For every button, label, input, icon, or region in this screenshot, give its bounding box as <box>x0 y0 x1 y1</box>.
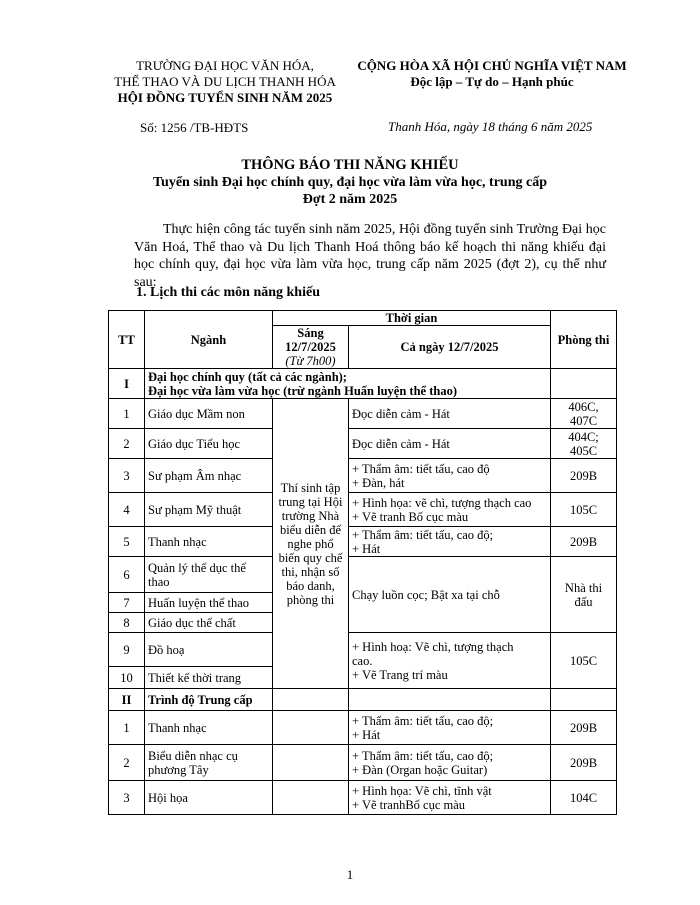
cell-mon-l3: + Vẽ Trang trí màu <box>352 667 448 682</box>
cell-phong-l2: 405C <box>569 443 598 458</box>
cell-phong-l2: đấu <box>574 594 593 609</box>
cell-nganh: Sư phạm Mỹ thuật <box>145 493 273 527</box>
group-tt: I <box>109 369 145 399</box>
cell-nganh: Thanh nhạc <box>145 527 273 557</box>
cell-mon: Chạy luồn cọc; Bật xa tại chỗ <box>349 557 551 633</box>
issuer-council: HỘI ĐỒNG TUYỂN SINH NĂM 2025 <box>117 90 333 105</box>
header-thoigian: Thời gian <box>273 311 551 326</box>
cell-nganh: Giáo dục Mầm non <box>145 399 273 429</box>
cell-phong: 209B <box>551 527 617 557</box>
header-nganh: Ngành <box>145 311 273 369</box>
cell-mon: Đọc diễn cảm - Hát <box>349 399 551 429</box>
empty-cell <box>349 689 551 711</box>
header-sang-l3: (Từ 7h00) <box>285 354 336 368</box>
cell-mon-l1: + Hình hoạ: Vẽ chì, tượng thạch <box>352 639 514 654</box>
header-tt: TT <box>109 311 145 369</box>
cell-mon: Đọc diễn cảm - Hát <box>349 429 551 459</box>
cell-nganh: Đồ hoạ <box>145 633 273 667</box>
cell-phong-l1: 404C; <box>568 429 599 444</box>
empty-cell <box>551 689 617 711</box>
issuer-line2: THỂ THAO VÀ DU LỊCH THANH HÓA <box>114 74 336 89</box>
cell-mon-l1: + Thẩm âm: tiết tấu, cao độ; <box>352 527 494 542</box>
group-title-l1: Đại học chính quy (tất cả các ngành); <box>148 369 347 384</box>
title-line3: Đợt 2 năm 2025 <box>302 192 398 207</box>
header-cangay: Cả ngày 12/7/2025 <box>349 326 551 369</box>
national-header <box>352 58 632 90</box>
cell-tt: 3 <box>109 781 145 815</box>
group-tt: II <box>109 689 145 711</box>
cell-nganh <box>145 557 273 593</box>
cell-nganh <box>145 745 273 781</box>
table-row <box>109 711 617 745</box>
cell-tt: 3 <box>109 459 145 493</box>
cell-phong: 105C <box>551 633 617 689</box>
cell-mon-l2: + Hát <box>352 727 381 742</box>
cell-nganh: Hội họa <box>145 781 273 815</box>
cell-nganh: Huấn luyện thể thao <box>145 593 273 613</box>
group-title <box>145 369 551 399</box>
empty-cell <box>273 781 349 815</box>
cell-mon-l2: + Đàn, hát <box>352 475 405 490</box>
table-row <box>109 527 617 557</box>
cell-phong: 209B <box>551 711 617 745</box>
cell-tt: 10 <box>109 667 145 689</box>
table-row <box>109 745 617 781</box>
cell-nganh: Sư phạm Âm nhạc <box>145 459 273 493</box>
intro-paragraph: Thực hiện công tác tuyển sinh năm 2025, Hội đồng tuyển sinh Trường Đại học Văn Hoá, Thể thao và Du lịch Thanh Hoá thông báo kế hoạch thi năng khiếu đại học chính quy, đại học vừa làm vừa học, trung cấp năm 2025 (đợt 2), cụ thể như sau: <box>134 222 606 290</box>
country-name: CỘNG HÒA XÃ HỘI CHỦ NGHĨA VIỆT NAM <box>357 58 627 73</box>
cell-mon-l2: cao. <box>352 653 373 668</box>
cell-phong: 104C <box>551 781 617 815</box>
cell-phong-l2: 407C <box>569 413 598 428</box>
cell-mon-l1: + Thẩm âm: tiết tấu, cao độ <box>352 461 490 476</box>
table-row <box>109 633 617 667</box>
cell-nganh-l2: phương Tây <box>148 762 209 777</box>
section-heading: 1. Lịch thi các môn năng khiếu <box>136 285 320 300</box>
header-sang-l1: Sáng <box>297 326 324 340</box>
cell-mon-l1: + Hình họa: vẽ chì, tượng thạch cao <box>352 495 532 510</box>
cell-mon <box>349 633 551 689</box>
header-sang-l2: 12/7/2025 <box>285 340 336 354</box>
cell-tt: 6 <box>109 557 145 593</box>
cell-mon <box>349 781 551 815</box>
cell-tt: 1 <box>109 711 145 745</box>
table-row <box>109 459 617 493</box>
table-row <box>109 493 617 527</box>
cell-tt: 2 <box>109 745 145 781</box>
issuer-line1: TRƯỜNG ĐẠI HỌC VĂN HÓA, <box>136 58 314 73</box>
cell-mon <box>349 745 551 781</box>
cell-phong <box>551 399 617 429</box>
cell-nganh-l1: Quản lý thể dục thể <box>148 560 246 575</box>
cell-nganh: Giáo dục thể chất <box>145 613 273 633</box>
cell-tt: 9 <box>109 633 145 667</box>
cell-nganh: Thanh nhạc <box>145 711 273 745</box>
cell-phong: 209B <box>551 459 617 493</box>
issuer-block <box>100 58 350 106</box>
title-line2: Tuyển sinh Đại học chính quy, đại học vừa làm vừa học, trung cấp <box>153 175 547 190</box>
cell-mon <box>349 711 551 745</box>
table-row <box>109 429 617 459</box>
cell-tt: 1 <box>109 399 145 429</box>
cell-tt: 2 <box>109 429 145 459</box>
cell-tt: 7 <box>109 593 145 613</box>
empty-cell <box>273 689 349 711</box>
cell-mon <box>349 493 551 527</box>
doc-title <box>100 157 600 208</box>
exam-schedule-table <box>108 310 617 815</box>
cell-mon-l1: + Thẩm âm: tiết tấu, cao độ; <box>352 748 494 763</box>
cell-phong <box>551 557 617 633</box>
empty-cell <box>273 711 349 745</box>
cell-nganh-l2: thao <box>148 574 170 589</box>
cell-mon <box>349 459 551 493</box>
cell-phong-l1: Nhà thi <box>564 580 603 595</box>
doc-date: Thanh Hóa, ngày 18 tháng 6 năm 2025 <box>388 119 593 134</box>
title-line1: THÔNG BÁO THI NĂNG KHIẾU <box>241 157 459 173</box>
cell-nganh: Thiết kế thời trang <box>145 667 273 689</box>
cell-mon-l2: + Đàn (Organ hoặc Guitar) <box>352 762 488 777</box>
empty-cell <box>273 745 349 781</box>
header-sang <box>273 326 349 369</box>
cell-mon-l1: + Hình họa: Vẽ chì, tĩnh vật <box>352 783 492 798</box>
table-row <box>109 557 617 593</box>
group-title: Trình độ Trung cấp <box>145 689 273 711</box>
cell-mon-l1: + Thẩm âm: tiết tấu, cao độ; <box>352 713 494 728</box>
cell-mon <box>349 527 551 557</box>
cell-mon-l2: + Vẽ tranhBố cục màu <box>352 797 466 812</box>
cell-phong: 209B <box>551 745 617 781</box>
cell-tt: 8 <box>109 613 145 633</box>
table-row <box>109 781 617 815</box>
cell-phong-l1: 406C, <box>568 399 599 414</box>
page-number: 1 <box>346 867 354 882</box>
doc-number: Số: 1256 /TB-HĐTS <box>140 120 249 135</box>
cell-phong: 105C <box>551 493 617 527</box>
cell-mon-l2: + Hát <box>352 541 381 556</box>
table-row <box>109 399 617 429</box>
header-phong: Phòng thi <box>551 311 617 369</box>
motto: Độc lập – Tự do – Hạnh phúc <box>410 74 574 89</box>
cell-nganh-l1: Biểu diễn nhạc cụ <box>148 748 238 763</box>
empty-cell <box>551 369 617 399</box>
cell-nganh: Giáo dục Tiểu học <box>145 429 273 459</box>
cell-tt: 4 <box>109 493 145 527</box>
morning-note: Thí sinh tập trung tại Hội trường Nhà biểu diễn để nghe phổ biến quy chế thi, nhận số báo danh, phòng thi <box>273 399 349 689</box>
cell-phong <box>551 429 617 459</box>
cell-mon-l2: + Vẽ tranh Bố cục màu <box>352 509 469 524</box>
cell-tt: 5 <box>109 527 145 557</box>
group-title-l2: Đại học vừa làm vừa học (trừ ngành Huấn luyện thể thao) <box>148 383 457 398</box>
